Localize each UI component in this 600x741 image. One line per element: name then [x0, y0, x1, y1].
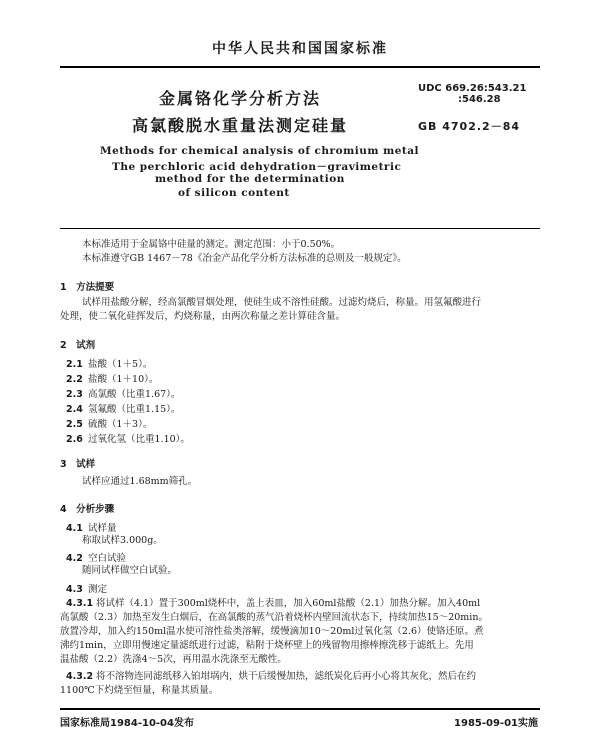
reagent-text: 过氧化氢（比重1.10）。	[88, 434, 190, 445]
subsection-4-2	[66, 550, 126, 564]
standard-header: 中华人民共和国国家标准	[212, 41, 388, 57]
title-cn-line2: 高氯酸脱水重量法测定硅量	[131, 116, 348, 135]
step-num: 4.3.1	[66, 598, 94, 609]
step-text: 将不溶物连同滤纸移入铂坩埚内，烘干后缓慢加热，滤纸炭化后再小心将其灰化，然后在约	[96, 671, 477, 682]
title-en-line4: of silicon content	[178, 187, 290, 199]
title-en-line1: Methods for chemical analysis of chromium metal	[100, 145, 420, 157]
footer-rule	[60, 708, 540, 710]
subsection-title: 空白试验	[88, 553, 127, 564]
section-2-heading: 2 试剂	[60, 340, 96, 351]
udc-line1: UDC 669.26:543.21	[418, 83, 527, 94]
reagent-item	[66, 416, 152, 430]
reagent-num: 2.1	[66, 359, 83, 370]
title-en-line3: method for the determination	[155, 173, 345, 185]
section-4-heading: 4 分析步骤	[60, 504, 115, 515]
reagent-text: 高氯酸（比重1.67）。	[88, 389, 181, 400]
title-cn-line1: 金属铬化学分析方法	[158, 89, 321, 108]
issue-date: 国家标准局1984-10-04发布	[60, 718, 194, 729]
reagent-num: 2.2	[66, 374, 83, 385]
reagent-text: 氢氟酸（比重1.15）。	[88, 404, 181, 415]
gb-code: GB 4702.2－84	[418, 120, 520, 133]
subsection-num: 4.2	[66, 553, 83, 564]
reagent-item	[66, 386, 180, 400]
subsection-title: 测定	[88, 584, 108, 595]
subsection-4-1	[66, 520, 117, 534]
step-4-3-1-line3: 放置冷却，加入约150ml温水使可溶性盐类溶解，缓慢滴加10～20ml过氧化氢（2.6）使铬还原。煮	[60, 626, 484, 637]
reagent-text: 硫酸（1＋3）。	[88, 419, 153, 430]
subsection-4-3	[66, 581, 107, 595]
subsection-title: 试样量	[88, 523, 117, 534]
step-4-3-1-line1	[60, 598, 480, 609]
title-rule	[60, 228, 540, 229]
reagent-num: 2.4	[66, 404, 83, 415]
step-4-3-1-line5: 温盐酸（2.2）洗涤4～5次，再用温水洗涤至无酸性。	[60, 654, 287, 665]
reagent-item	[66, 431, 190, 445]
udc-code	[418, 83, 526, 105]
reagent-num: 2.5	[66, 419, 83, 430]
subsection-num: 4.1	[66, 523, 83, 534]
intro-compliance: 本标准遵守GB 1467－78《冶金产品化学分析方法标准的总则及一般规定》。	[82, 253, 407, 264]
section-3-text: 试样应通过1.68mm筛孔。	[82, 476, 198, 487]
implementation-date: 1985-09-01实施	[454, 718, 538, 729]
step-4-3-1-line2: 高氯酸（2.3）加热至发生白烟后，在高氯酸的蒸气沿着烧杯内壁回流状态下，持续加热15～20min。	[60, 612, 488, 623]
subsection-num: 4.3	[66, 584, 83, 595]
reagent-item	[66, 401, 180, 415]
title-en-line2: The perchloric acid dehydration－gravimetric	[112, 161, 402, 173]
step-text: 将试样（4.1）置于300ml烧杯中，盖上表皿，加入60ml盐酸（2.1）加热分解。加入40ml	[96, 598, 481, 609]
step-num: 4.3.2	[66, 671, 94, 682]
section-1-heading: 1 方法提要	[60, 282, 115, 293]
section-1-line2: 处理，使二氧化硅挥发后，灼烧称量，由两次称量之差计算硅含量。	[60, 311, 346, 322]
subsection-4-1-text: 称取试样3.000g。	[82, 535, 163, 546]
reagent-item	[66, 371, 158, 385]
reagent-num: 2.3	[66, 389, 83, 400]
reagent-text: 盐酸（1＋10）。	[88, 374, 159, 385]
step-4-3-2-line2: 1100℃下灼烧至恒量，称量其质量。	[60, 685, 219, 696]
reagent-text: 盐酸（1＋5）。	[88, 359, 153, 370]
section-1-line1: 试样用盐酸分解，经高氯酸冒烟处理，使硅生成不溶性硅酸。过滤灼烧后，称量。用氢氟酸进行	[82, 297, 482, 308]
reagent-item	[66, 356, 152, 370]
step-4-3-2-line1	[60, 671, 476, 682]
header-rule	[60, 66, 540, 68]
intro-scope: 本标准适用于金属铬中硅量的测定。测定范围：小于0.50%。	[82, 239, 341, 250]
subsection-4-2-text: 随同试样做空白试验。	[82, 565, 178, 576]
reagent-num: 2.6	[66, 434, 83, 445]
section-3-heading: 3 试样	[60, 459, 96, 470]
step-4-3-1-line4: 沸约1min，立即用慢速定量滤纸进行过滤，粘附于烧杯壁上的残留物用擦棒擦洗移于滤纸上。先用	[60, 640, 474, 651]
udc-line2: :546.28	[458, 94, 501, 105]
